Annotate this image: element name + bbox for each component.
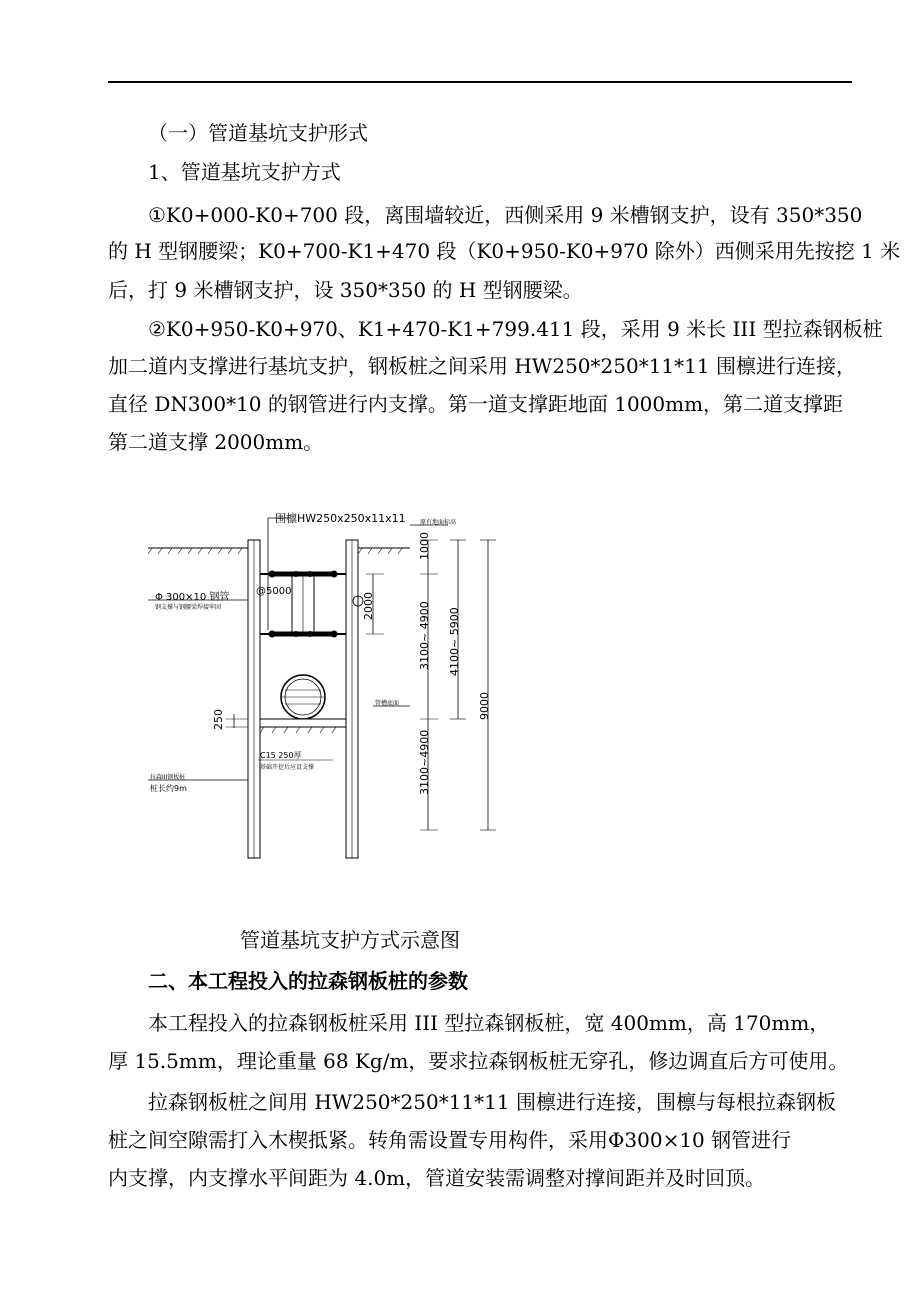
paragraph-line: 的 H 型钢腰梁；K0+700-K1+470 段（K0+950-K0+970 除外）西侧采用先按挖 1 米 <box>108 239 901 263</box>
base-label: 管槽底面 <box>375 700 400 707</box>
dim-4100-5900: 4100~ 5900 <box>448 607 461 676</box>
dim-9000: 9000 <box>478 692 491 720</box>
dim-1000: 1000 <box>418 532 431 560</box>
paragraph-line: 内支撑，内支撑水平间距为 4.0m，管道安装需调整对撑间距并及时回顶。 <box>108 1166 766 1190</box>
waler-label: 围檩HW250x250x11x11 <box>275 512 406 525</box>
base-slab <box>260 719 346 727</box>
pipe-label: Φ 300×10 钢管 <box>155 592 230 603</box>
pile-length-label: 桩长约9m <box>150 784 187 793</box>
paragraph-line: 拉森钢板桩之间用 HW250*250*11*11 围檩进行连接，围檩与每根拉森钢板 <box>148 1090 836 1114</box>
ground-hatch-right <box>358 548 402 554</box>
paragraph-line: 后，打 9 米槽钢支护，设 350*350 的 H 型钢腰梁。 <box>108 278 583 302</box>
ground-hatch-left <box>148 548 242 554</box>
dim-250: 250 <box>212 709 225 730</box>
section-heading: 二、本工程投入的拉森钢板桩的参数 <box>148 969 468 993</box>
dim-3100-4900-lower: 3100~4900 <box>418 729 431 795</box>
paragraph-line: 第二道支撑 2000mm。 <box>108 430 324 454</box>
spacing-label: @5000 <box>256 586 292 597</box>
figure-caption: 管道基坑支护方式示意图 <box>240 928 460 952</box>
paragraph-line: ②K0+950-K0+970、K1+470-K1+799.411 段，采用 9 米长 III 型拉森钢板桩 <box>148 317 883 341</box>
paragraph-line: 厚 15.5mm，理论重量 68 Kg/m，要求拉森钢板桩无穿孔，修边调直后方可使用。 <box>108 1049 849 1073</box>
dim-2000: 2000 <box>362 592 375 620</box>
pile-label: 拉森III钢板桩 <box>150 774 186 781</box>
cushion-note: 基础开挖后应设支撑 <box>260 764 315 771</box>
paragraph-line: 直径 DN300*10 的钢管进行内支撑。第一道支撑距地面 1000mm，第二道支撑距 <box>108 392 844 416</box>
header-rule <box>108 81 852 83</box>
paragraph-line: 加二道内支撑进行基坑支护，钢板桩之间采用 HW250*250*11*11 围檩进行连接， <box>108 354 856 378</box>
paragraph-line: 本工程投入的拉森钢板桩采用 III 型拉森钢板桩，宽 400mm，高 170mm， <box>148 1011 830 1035</box>
sub-heading: 1、管道基坑支护方式 <box>148 160 341 184</box>
ground-label: 原有地面标高 <box>420 519 457 526</box>
paragraph-line: 桩之间空隙需打入木楔抵紧。转角需设置专用构件，采用Φ300×10 钢管进行 <box>108 1128 792 1152</box>
pipe-note: 钢支撑与钢腰梁焊接牢固 <box>155 604 222 611</box>
cushion-label: C15 250厚 <box>260 751 302 760</box>
dim-3100-4900-upper: 3100~ 4900 <box>418 601 431 670</box>
paragraph-line: ①K0+000-K0+700 段，离围墙较近，西侧采用 9 米槽钢支护，设有 350*350 <box>148 203 863 227</box>
pit-support-diagram <box>148 500 508 868</box>
section-heading: （一）管道基坑支护形式 <box>148 121 368 145</box>
